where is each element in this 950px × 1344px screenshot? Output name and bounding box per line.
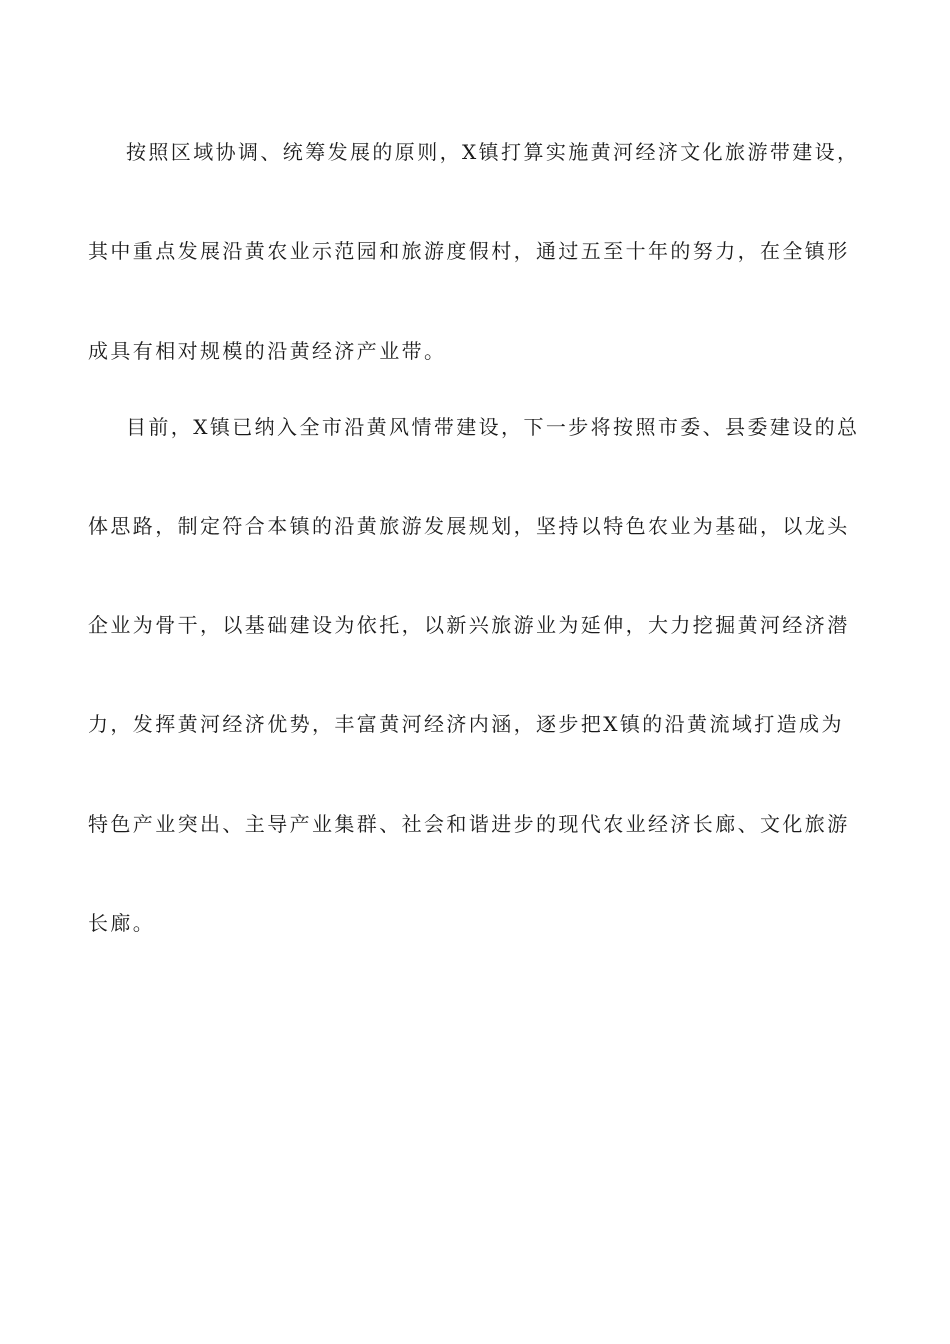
paragraph-line: 特色产业突出、主导产业集群、社会和谐进步的现代农业经济长廊、文化旅游 — [88, 812, 850, 836]
paragraph-line: 长廊。 — [88, 911, 156, 935]
paragraph-line: 其中重点发展沿黄农业示范园和旅游度假村，通过五至十年的努力，在全镇形 — [88, 239, 850, 263]
paragraph-line: 目前，X镇已纳入全市沿黄风情带建设，下一步将按照市委、县委建设的总 — [126, 415, 860, 439]
paragraph-line: 力，发挥黄河经济优势，丰富黄河经济内涵，逐步把X镇的沿黄流域打造成为 — [88, 712, 844, 736]
paragraph-line: 体思路，制定符合本镇的沿黄旅游发展规划，坚持以特色农业为基础，以龙头 — [88, 514, 850, 538]
paragraph-line: 按照区域协调、统筹发展的原则，X镇打算实施黄河经济文化旅游带建设， — [126, 140, 860, 164]
paragraph-line: 企业为骨干，以基础建设为依托，以新兴旅游业为延伸，大力挖掘黄河经济潜 — [88, 613, 850, 637]
paragraph-line: 成具有相对规模的沿黄经济产业带。 — [88, 339, 447, 363]
